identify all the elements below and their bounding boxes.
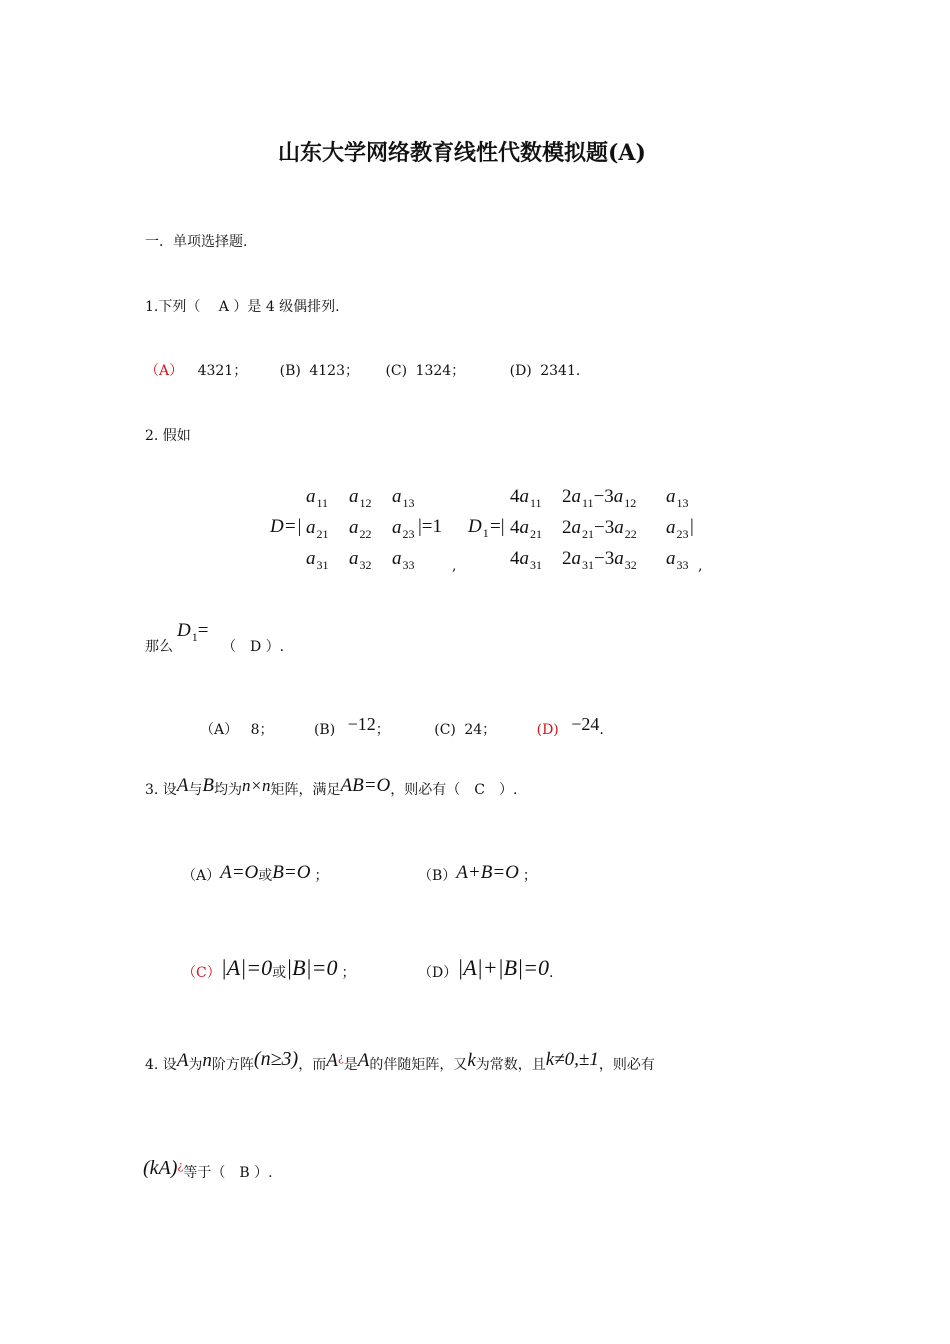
question-4-stem: 4. 设A为n阶方阵(n≥3)，而A¿是A的伴随矩阵，又k为常数，且k≠0,±1，则必有 — [145, 1048, 655, 1073]
option-label: (C) — [434, 722, 456, 738]
comma: , — [698, 558, 703, 574]
determinant-D1 — [468, 484, 708, 584]
option-label: (C) — [385, 363, 408, 379]
D-entry: $a_{11}$ — [306, 486, 329, 510]
D1-entry: $4a_{21}$ — [510, 517, 542, 541]
D1-equals: =| — [490, 516, 505, 537]
D-entry: $a_{21}$ — [306, 517, 329, 541]
option-label: (D) — [536, 722, 559, 738]
option-label: （A） — [200, 722, 239, 738]
D1-label: $D_1$ — [468, 516, 489, 540]
question-3-option-B: （B）A+B=O ； — [418, 862, 537, 884]
question-3-option-D: （D）|A|+|B|=0. — [418, 955, 554, 981]
D-entry: $a_{32}$ — [349, 548, 372, 572]
option-text: 4321； — [197, 363, 248, 379]
D-label: D=| — [270, 516, 302, 537]
D-entry: $a_{12}$ — [349, 486, 372, 510]
option-label: （A） — [145, 363, 184, 379]
option-math: −12 — [347, 714, 376, 734]
D1-close-bar: | — [690, 516, 694, 537]
question-1-options — [145, 360, 580, 380]
option-text: 8； — [250, 722, 274, 738]
option-text: 24； — [464, 722, 497, 738]
q2-then-D1: $D_1=$ — [177, 620, 209, 644]
q2-then: 那么 — [145, 639, 173, 655]
D-entry: $a_{33}$ — [392, 548, 415, 572]
question-2-options: （A） 8； (B) −12； (C) 24； (D) −24. — [200, 714, 604, 738]
question-3-option-C: （C）|A|=0或|B|=0 ； — [182, 955, 356, 981]
D-entry: $a_{13}$ — [392, 486, 415, 510]
option-math: −24 — [571, 714, 600, 734]
D1-entry: $4a_{11}$ — [510, 486, 542, 510]
question-2-stem: 2. 假如 — [145, 428, 191, 444]
D1-entry: $a_{23}$ — [666, 517, 689, 541]
D1-entry: $4a_{31}$ — [510, 548, 542, 572]
D1-entry: $2a_{21}-3a_{22}$ — [562, 517, 637, 541]
question-3-option-A: （A）A=O或B=O ； — [182, 862, 329, 884]
option-text: 2341. — [540, 363, 581, 379]
comma: , — [452, 558, 457, 574]
D-entry: $a_{31}$ — [306, 548, 329, 572]
page-title: 山东大学网络教育线性代数模拟题(A) — [278, 140, 646, 166]
option-label: (B) — [313, 722, 336, 738]
D-equals: |=1 — [418, 516, 443, 537]
section-heading: 一．单项选择题. — [145, 234, 248, 250]
question-3-stem: 3. 设A与B均为n×n矩阵，满足AB=O，则必有（ C ）. — [145, 775, 518, 798]
D1-entry: $2a_{11}-3a_{12}$ — [562, 486, 637, 510]
D1-entry: $2a_{31}-3a_{32}$ — [562, 548, 637, 572]
question-1-stem: 1.下列（ A ）是 4 级偶排列. — [145, 299, 340, 315]
determinant-D — [270, 484, 460, 584]
D-entry: $a_{23}$ — [392, 517, 415, 541]
option-label: (D) — [509, 363, 532, 379]
option-text: 1324； — [415, 363, 466, 379]
D1-entry: $a_{13}$ — [666, 486, 689, 510]
D1-entry: $a_{33}$ — [666, 548, 689, 572]
q2-answer: （ D ）. — [222, 639, 285, 655]
option-text: 4123； — [309, 363, 359, 379]
question-4-tail: (kA)¿等于（ B ）. — [143, 1157, 273, 1181]
D-entry: $a_{22}$ — [349, 517, 372, 541]
option-label: (B) — [279, 363, 301, 379]
